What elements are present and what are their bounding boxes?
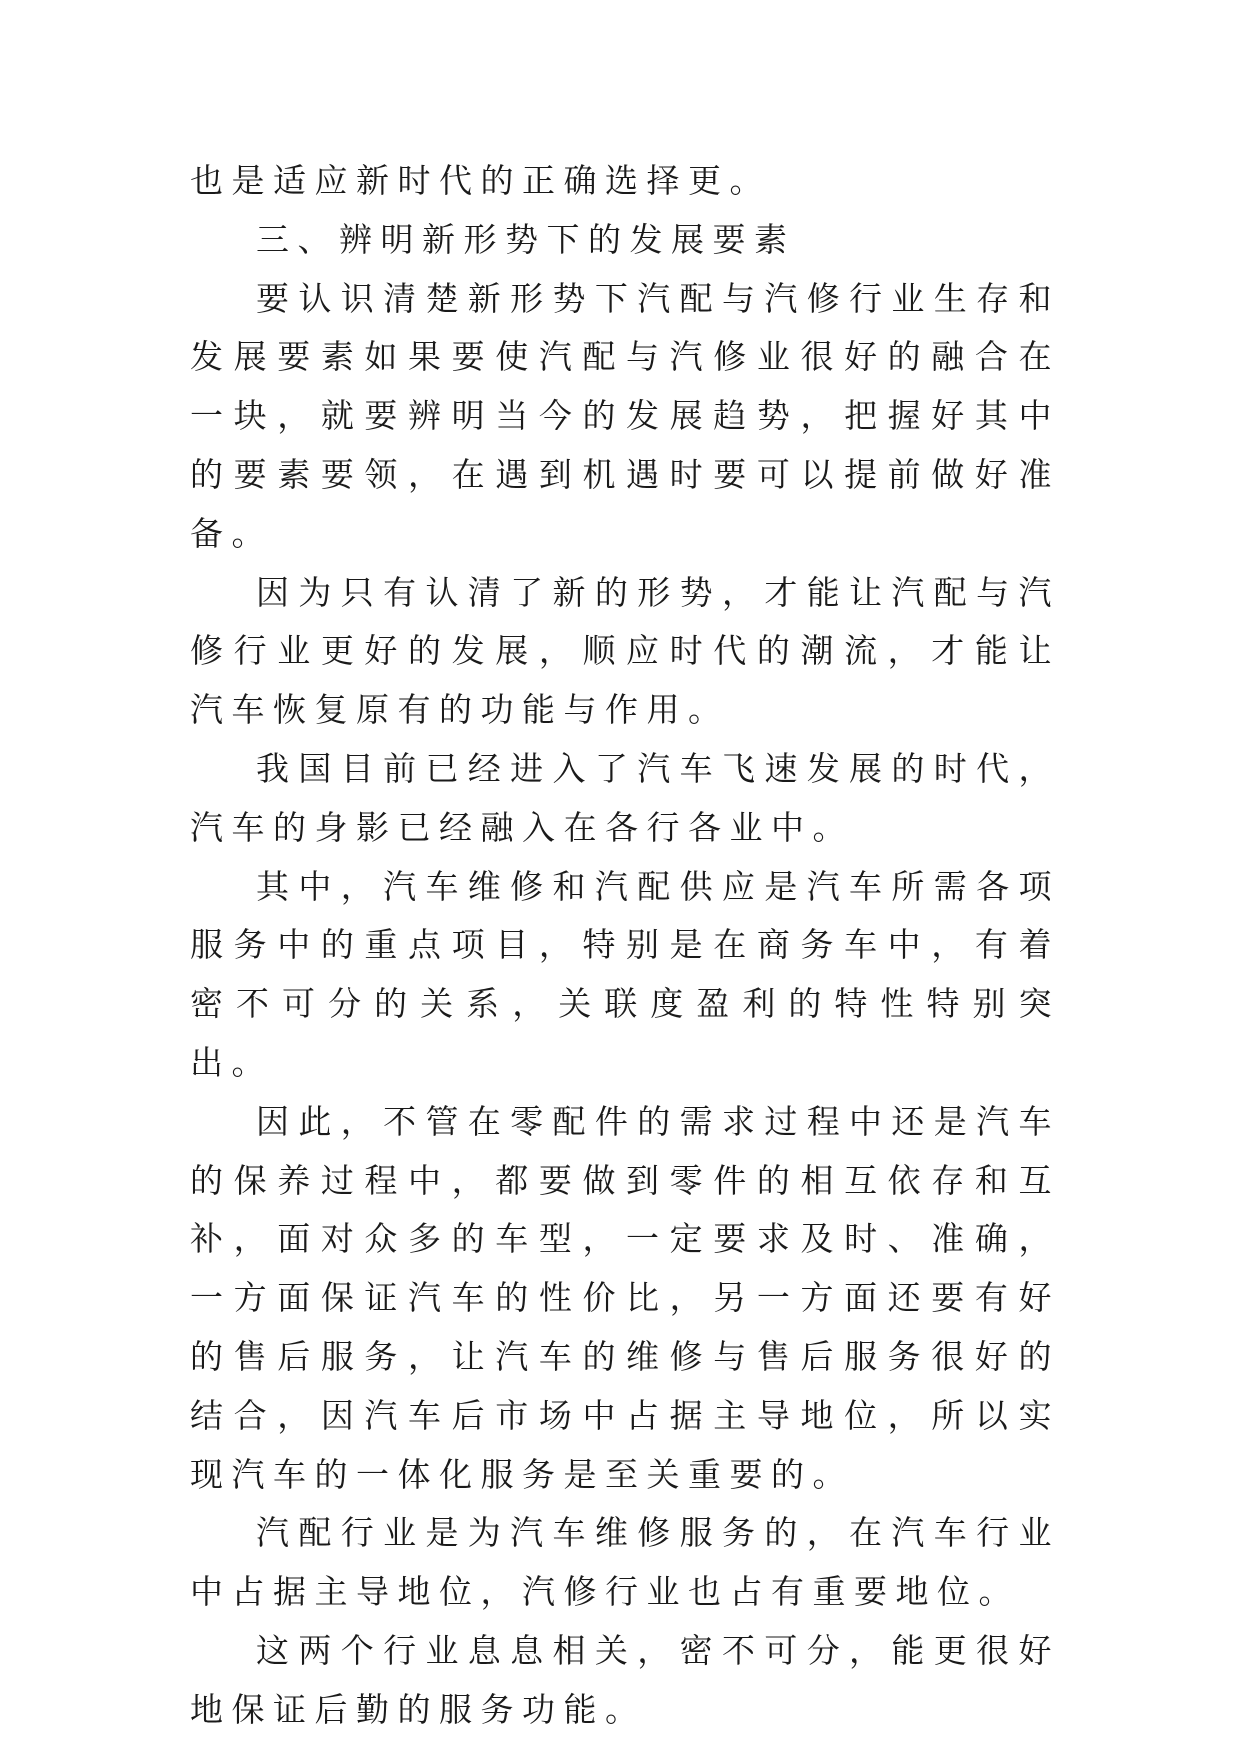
paragraph: 因为只有认清了新的形势，才能让汽配与汽修行业更好的发展，顺应时代的潮流，才能让汽车恢复原有的功能与作用。 xyxy=(190,572,1060,730)
paragraph: 汽配行业是为汽车维修服务的，在汽车行业中占据主导地位，汽修行业也占有重要地位。 xyxy=(190,1513,1060,1612)
paragraph: 因此，不管在零配件的需求过程中还是汽车的保养过程中，都要做到零件的相互依存和互补，面对众多的车型，一定要求及时、准确，一方面保证汽车的性价比，另一方面还要有好的售后服务，让汽车的维修与售后服务很好的结合，因汽车后市场中占据主导地位，所以实现汽车的一体化服务是至关重要的。 xyxy=(190,1101,1060,1494)
paragraph: 也是适应新时代的正确选择更。 xyxy=(190,161,771,200)
section-heading: 三、辨明新形势下的发展要素 xyxy=(256,219,796,259)
paragraph: 我国目前已经进入了汽车飞速发展的时代，汽车的身影已经融入在各行各业中。 xyxy=(190,748,1060,847)
document-body xyxy=(190,152,1060,1740)
paragraph: 这两个行业息息相关，密不可分，能更很好地保证后勤的服务功能。 xyxy=(190,1630,1060,1729)
paragraph: 其中，汽车维修和汽配供应是汽车所需各项服务中的重点项目，特别是在商务车中，有着密不可分的关系，关联度盈利的特性特别突出。 xyxy=(190,866,1060,1082)
paragraph: 要认识清楚新形势下汽配与汽修行业生存和发展要素如果要使汽配与汽修业很好的融合在一块，就要辨明当今的发展趋势，把握好其中的要素要领，在遇到机遇时要可以提前做好准备。 xyxy=(190,278,1060,553)
